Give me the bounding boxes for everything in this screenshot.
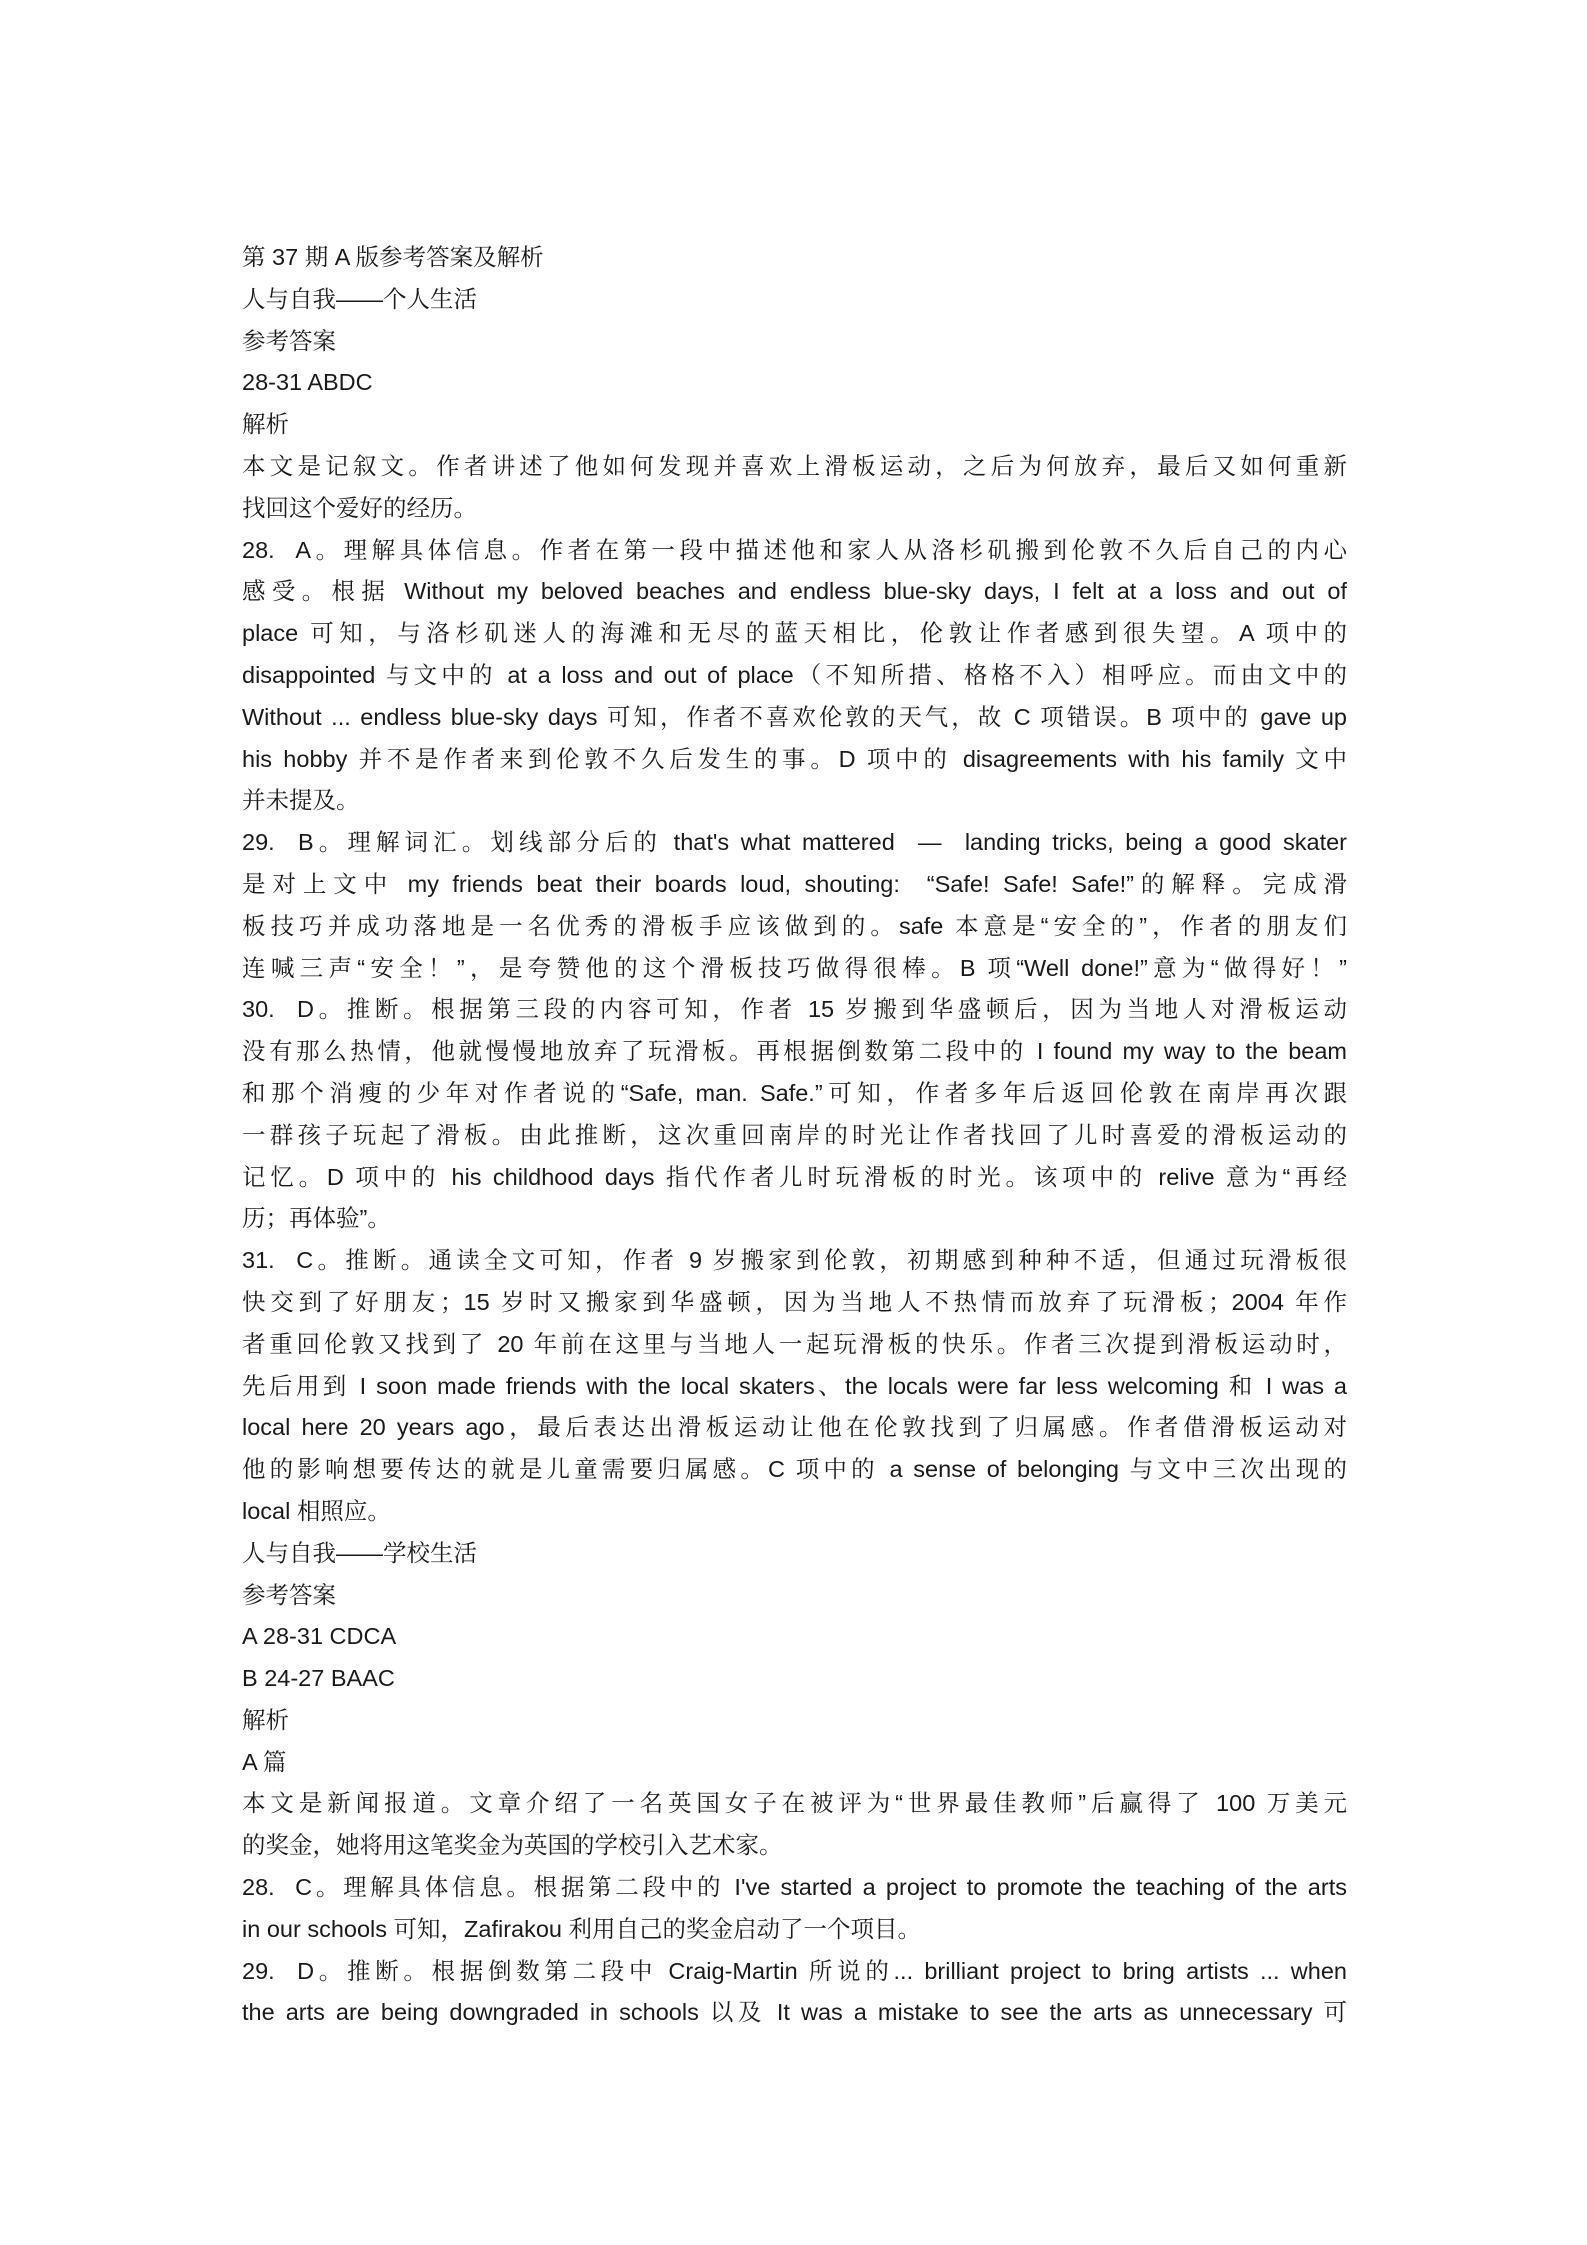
- text-line: 记忆。D 项中的 his childhood days 指代作者儿时玩滑板的时光。该项中的 relive 意为“再经: [242, 1163, 1347, 1190]
- text-line: 他的影响想要传达的就是儿童需要归属感。C 项中的 a sense of belonging 与文中三次出现的: [242, 1456, 1347, 1483]
- text-line: A 篇: [242, 1748, 287, 1775]
- text-line: 29. B。理解词汇。划线部分后的 that's what mattered — landing tricks, being a good skater: [242, 829, 1347, 856]
- text-line: 快交到了好朋友；15 岁时又搬家到华盛顿，因为当地人不热情而放弃了玩滑板；2004 年作: [242, 1288, 1347, 1315]
- text-line: B 24-27 BAAC: [242, 1665, 395, 1692]
- text-line: 历；再体验”。: [242, 1205, 391, 1232]
- text-line: 并未提及。: [242, 787, 360, 814]
- text-line: 连喊三声“安全！”，是夸赞他的这个滑板技巧做得很棒。B 项“Well done!”意为“做得好！”: [242, 954, 1347, 981]
- text-line: 先后用到 I soon made friends with the local skaters、the locals were far less welcoming 和 I was a: [242, 1372, 1347, 1399]
- text-line: 人与自我——个人生活: [242, 285, 477, 312]
- text-line: 解析: [242, 1706, 289, 1733]
- text-line: local here 20 years ago，最后表达出滑板运动让他在伦敦找到了归属感。作者借滑板运动对: [242, 1414, 1347, 1441]
- text-line: Without ... endless blue-sky days 可知，作者不喜欢伦敦的天气，故 C 项错误。B 项中的 gave up: [242, 703, 1347, 730]
- text-line: 找回这个爱好的经历。: [242, 494, 477, 521]
- text-line: 感受。根据 Without my beloved beaches and endless blue-sky days, I felt at a loss and out of: [242, 578, 1347, 605]
- text-line: 本文是新闻报道。文章介绍了一名英国女子在被评为“世界最佳教师”后赢得了 100 万美元: [242, 1790, 1347, 1817]
- text-line: 人与自我——学校生活: [242, 1539, 477, 1566]
- text-line: place 可知，与洛杉矶迷人的海滩和无尽的蓝天相比，伦敦让作者感到很失望。A 项中的: [242, 620, 1347, 647]
- document-body: [242, 237, 1347, 2034]
- text-line: 板技巧并成功落地是一名优秀的滑板手应该做到的。safe 本意是“安全的”，作者的朋友们: [242, 912, 1347, 939]
- text-line: 和那个消瘦的少年对作者说的“Safe, man. Safe.”可知，作者多年后返回伦敦在南岸再次跟: [242, 1079, 1347, 1106]
- text-line: local 相照应。: [242, 1497, 391, 1524]
- text-line: 者重回伦敦又找到了 20 年前在这里与当地人一起玩滑板的快乐。作者三次提到滑板运动时，: [242, 1330, 1347, 1357]
- text-line: 的奖金，她将用这笔奖金为英国的学校引入艺术家。: [242, 1832, 783, 1859]
- text-line: the arts are being downgraded in schools 以及 It was a mistake to see the arts as unnecessary 可: [242, 1999, 1347, 2026]
- text-line: in our schools 可知，Zafirakou 利用自己的奖金启动了一个项目。: [242, 1915, 922, 1942]
- text-line: A 28-31 CDCA: [242, 1623, 397, 1650]
- text-line: his hobby 并不是作者来到伦敦不久后发生的事。D 项中的 disagreements with his family 文中: [242, 745, 1347, 772]
- text-line: 本文是记叙文。作者讲述了他如何发现并喜欢上滑板运动，之后为何放弃，最后又如何重新: [242, 452, 1347, 479]
- text-line: 28-31 ABDC: [242, 369, 373, 396]
- text-line: 没有那么热情，他就慢慢地放弃了玩滑板。再根据倒数第二段中的 I found my way to the beam: [242, 1038, 1347, 1065]
- text-line: 参考答案: [242, 327, 336, 354]
- text-line: 29. D。推断。根据倒数第二段中 Craig-Martin 所说的... brilliant project to bring artists ... when: [242, 1957, 1347, 1984]
- text-line: 30. D。推断。根据第三段的内容可知，作者 15 岁搬到华盛顿后，因为当地人对滑板运动: [242, 996, 1347, 1023]
- text-line: 解析: [242, 411, 289, 438]
- text-line: 是对上文中 my friends beat their boards loud, shouting: “Safe! Safe! Safe!”的解释。完成滑: [242, 870, 1347, 897]
- text-line: 一群孩子玩起了滑板。由此推断，这次重回南岸的时光让作者找回了儿时喜爱的滑板运动的: [242, 1121, 1347, 1148]
- text-line: disappointed 与文中的 at a loss and out of place（不知所措、格格不入）相呼应。而由文中的: [242, 661, 1347, 688]
- text-line: 31. C。推断。通读全文可知，作者 9 岁搬家到伦敦，初期感到种种不适，但通过玩滑板很: [242, 1247, 1347, 1274]
- text-line: 参考答案: [242, 1581, 336, 1608]
- text-line: 28. C。理解具体信息。根据第二段中的 I've started a project to promote the teaching of the arts: [242, 1874, 1347, 1901]
- text-line: 28. A。理解具体信息。作者在第一段中描述他和家人从洛杉矶搬到伦敦不久后自己的内心: [242, 536, 1347, 563]
- text-line: 第 37 期 A 版参考答案及解析: [242, 244, 544, 270]
